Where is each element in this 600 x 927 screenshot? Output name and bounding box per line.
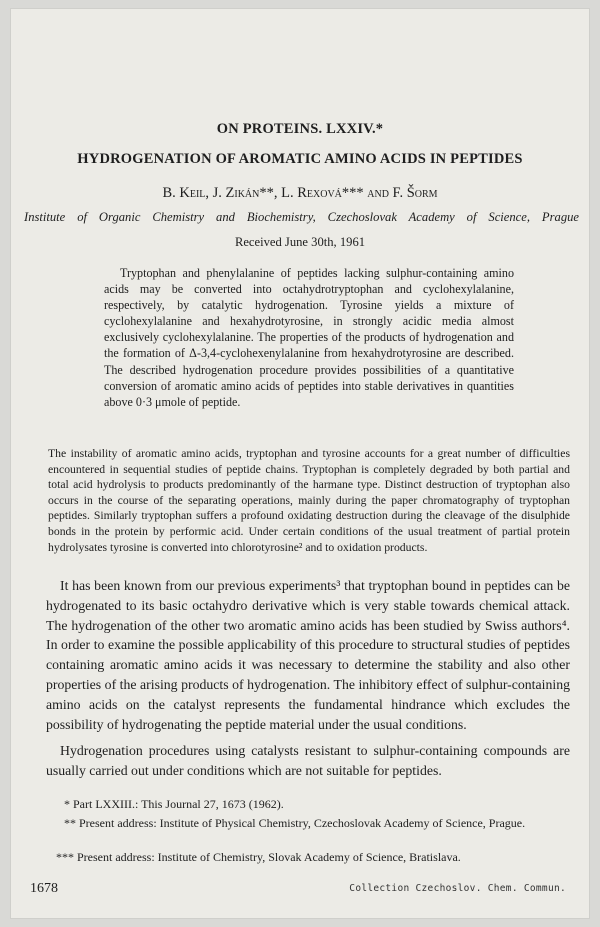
- authors: B. Keil, J. Zikán**, L. Rexová*** and F. Šorm: [162, 185, 438, 201]
- footnote-3: *** Present address: Institute of Chemistry, Slovak Academy of Science, Bratislava.: [56, 850, 461, 864]
- page: [10, 8, 590, 919]
- body-paragraph-1: The instability of aromatic amino acids, tryptophan and tyrosine accounts for a great number of difficulties encountered in sequential studies of peptide chains. Tryptophan is completely degraded by both partial and total acid hydrolysis to products predominantly of the harmane type. Distinct destruction of tryptophan also occurs in the course of the separating operations, mainly during the paper chromatography of tryptophan peptides. Similarly tryptophan suffers a profound oxidating destruction during the cleavage of the disulphide bonds in the protein by performic acid. Under certain conditions of the usual treatment of partial protein hydrolysates tyrosine is converted into chlorotyrosine² and to oxidation products.: [48, 447, 570, 554]
- footnote-2: ** Present address: Institute of Physical Chemistry, Czechoslovak Academy of Science, Prague.: [64, 816, 526, 830]
- body-paragraph-3: Hydrogenation procedures using catalysts resistant to sulphur-containing compounds are usually carried out under conditions which are not suitable for peptides.: [46, 743, 570, 778]
- abstract: Tryptophan and phenylalanine of peptides lacking sulphur-containing amino acids may be converted into octahydrotryptophan and cyclohexylalanine, respectively, by catalytic hydrogenation. Tyrosine yields a mixture of cyclohexylalanine and hexahydrotyrosine, in strongly acidic media almost exclusively cyclohexylalanine. The properties of the products of hydrogenation and the formation of Δ-3,4-cyclohexenylalanine from hexahydrotyrosine are described. The described hydrogenation procedure provides possibilities of a quantitative conversion of aromatic amino acids of peptides into stable derivatives in quantities above 0·3 μmole of peptide.: [104, 266, 514, 409]
- institution: Institute of Organic Chemistry and Biochemistry, Czechoslovak Academy of Science, Prague: [24, 210, 579, 224]
- body-paragraph-2: It has been known from our previous experiments³ that tryptophan bound in peptides can be hydrogenated to its basic octahydro derivative which is very stable towards chemical attack. The hydrogenation of the other two aromatic amino acids has been studied by Swiss authors⁴. In order to examine the possible applicability of this procedure to structural studies of peptides containing aromatic amino acids it was necessary to determine the stability and also other properties of the arising products of hydrogenation. The inhibitory effect of sulphur-containing amino acids on the catalyst represents the fundamental hindrance which excludes the possibility of hydrogenating the peptide material under the usual conditions.: [46, 578, 570, 732]
- footnote-1: * Part LXXIII.: This Journal 27, 1673 (1962).: [64, 797, 284, 811]
- title-line-1: ON PROTEINS. LXXIV.*: [216, 121, 384, 137]
- page-number: 1678: [30, 881, 58, 896]
- journal-name: Collection Czechoslov. Chem. Commun.: [349, 883, 566, 894]
- title-line-2: HYDROGENATION OF AROMATIC AMINO ACIDS IN PEPTIDES: [77, 151, 523, 167]
- received-date: Received June 30th, 1961: [234, 235, 366, 249]
